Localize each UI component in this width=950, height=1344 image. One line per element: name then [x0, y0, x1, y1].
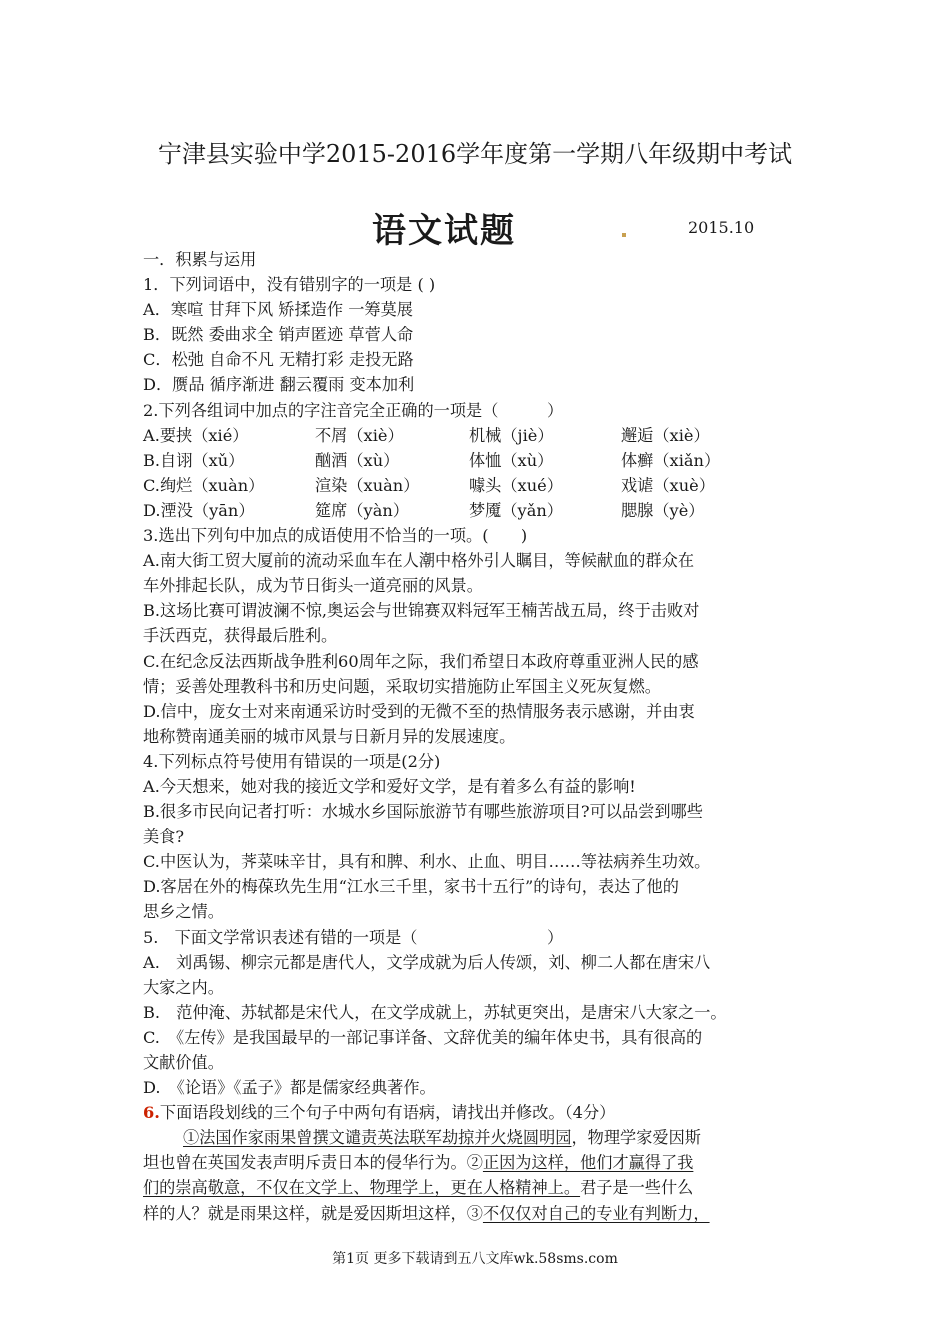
underlined-sentence-3: 不仅仅对自己的专业有判断力，: [482, 1203, 710, 1223]
q3-line: B.这场比赛可谓波澜不惊,奥运会与世锦赛双料冠军王楠苦战五局，终于击败对: [143, 601, 700, 621]
q2-cell: 酗酒（xù）: [315, 450, 400, 470]
q1-stem: 1．下列词语中，没有错别字的一项是 ( ): [143, 275, 436, 295]
q5-line: A. 刘禹锡、柳宗元都是唐代人，文学成就为后人传颂，刘、柳二人都在唐宋八: [143, 952, 711, 972]
q3-line: 车外排起长队，成为节日街头一道亮丽的风景。: [143, 576, 483, 596]
q1-option-d: D．赝品 循序渐进 翻云覆雨 变本加利: [143, 375, 415, 395]
q4-line: 思乡之情。: [143, 902, 224, 922]
q6-passage-line: [143, 1201, 823, 1226]
exam-date: 2015.10: [688, 218, 755, 237]
q5-line: 大家之内。: [143, 977, 224, 997]
q2-cell: 梦魇（yǎn）: [469, 500, 563, 520]
q2-row-a: [143, 423, 823, 448]
q2-row-d: [143, 498, 823, 523]
q3-line: 情；妥善处理教科书和历史问题，采取切实措施防止军国主义死灰复燃。: [143, 676, 661, 696]
q4-line: 美食?: [143, 827, 185, 847]
underlined-sentence-2: 正因为这样，他们才赢得了我: [482, 1153, 694, 1173]
q2-cell: 体恤（xù）: [469, 450, 554, 470]
q5-line: D. 《论语》《孟子》都是儒家经典著作。: [143, 1078, 436, 1098]
q2-stem: 2.下列各组词中加点的字注音完全正确的一项是（ ）: [143, 400, 564, 420]
q3-line: A.南大街工贸大厦前的流动采血车在人潮中格外引人瞩目，等候献血的群众在: [143, 551, 695, 571]
q2-cell: B.自诩（xǔ）: [143, 450, 245, 470]
q4-line: C.中医认为，荠菜味辛甘，具有和脾、利水、止血、明目……等祛病养生功效。: [143, 852, 711, 872]
q6-passage-line: [143, 1175, 823, 1200]
q6-passage-line: [143, 1125, 823, 1150]
q6-stem: 下面语段划线的三个句子中两句有语病，请找出并修改。（4分）: [159, 1103, 616, 1123]
section-heading: 一．积累与运用: [143, 250, 257, 269]
passage-text: ，物理学家爱因斯: [571, 1128, 701, 1148]
subject-title: 语文试题: [372, 211, 516, 251]
q4-line: B.很多市民向记者打听：水城水乡国际旅游节有哪些旅游项目?可以品尝到哪些: [143, 802, 703, 822]
q2-row-c: [143, 473, 823, 498]
q1-option-b: B．既然 委曲求全 销声匿迹 草菅人命: [143, 325, 414, 345]
q2-cell: D.湮没（yān）: [143, 500, 255, 520]
q2-cell: 体癣（xiǎn）: [621, 450, 721, 470]
q1-option-a: A．寒喧 甘拜下风 矫揉造作 一筹莫展: [143, 300, 413, 320]
q2-cell: 渲染（xuàn）: [315, 475, 420, 495]
underlined-sentence-1: ①法国作家雨果曾撰文谴责英法联军劫掠并火烧圆明园: [183, 1128, 572, 1148]
q5-stem: 5. 下面文学常识表述有错的一项是（ ）: [143, 927, 564, 947]
q1-option-c: C．松弛 自命不凡 无精打彩 走投无路: [143, 350, 414, 370]
q5-line: B. 范仲淹、苏轼都是宋代人，在文学成就上，苏轼更突出，是唐宋八大家之一。: [143, 1002, 727, 1022]
q3-line: D.信中，庞女士对来南通采访时受到的无微不至的热情服务表示感谢，并由衷: [143, 701, 695, 721]
q6-passage-line: [143, 1150, 823, 1175]
underlined-sentence-2-cont: 们的崇高敬意，不仅在文学上、物理学上，更在人格精神上。: [143, 1178, 581, 1198]
q4-line: A.今天想来，她对我的接近文学和爱好文学，是有着多么有益的影响!: [143, 776, 636, 796]
q2-cell: 腮腺（yè）: [621, 500, 705, 520]
q2-cell: A.要挟（xié）: [143, 425, 249, 445]
q2-cell: 筵席（yàn）: [315, 500, 409, 520]
passage-text: 样的人？就是雨果这样，就是爱因斯坦这样，③: [143, 1203, 483, 1223]
q2-cell: 不屑（xiè）: [315, 425, 404, 445]
q2-cell: C.绚烂（xuàn）: [143, 475, 265, 495]
exam-title: 宁津县实验中学2015-2016学年度第一学期八年级期中考试: [157, 140, 793, 168]
passage-text: 君子是一些什么: [580, 1178, 694, 1198]
q3-line: 手沃西克，获得最后胜利。: [143, 626, 338, 646]
passage-text: 坦也曾在英国发表声明斥责日本的侵华行为。②: [143, 1153, 483, 1173]
q4-line: D.客居在外的梅葆玖先生用“江水三千里，家书十五行”的诗句，表达了他的: [143, 877, 679, 897]
q2-cell: 噱头（xué）: [469, 475, 563, 495]
q5-line: C. 《左传》是我国最早的一部记事详备、文辞优美的编年体史书，具有很高的: [143, 1027, 703, 1047]
exam-body: [143, 247, 823, 1226]
q2-cell: 戏谑（xuè）: [621, 475, 715, 495]
q3-stem: 3.选出下列句中加点的成语使用不恰当的一项。( ): [143, 526, 528, 546]
q3-line: C.在纪念反法西斯战争胜利60周年之际，我们希望日本政府尊重亚洲人民的感: [143, 651, 699, 671]
q2-row-b: [143, 448, 823, 473]
q6-number: 6.: [143, 1103, 160, 1123]
decorative-dot: [622, 233, 626, 237]
q5-line: 文献价值。: [143, 1053, 224, 1072]
q6-stem-line: [143, 1100, 823, 1125]
q3-line: 地称赞南通美丽的城市风景与日新月异的发展速度。: [143, 726, 516, 746]
q2-cell: 邂逅（xiè）: [621, 425, 710, 445]
page-footer: 第1页 更多下载请到五八文库wk.58sms.com: [332, 1251, 618, 1267]
q4-stem: 4.下列标点符号使用有错误的一项是(2分): [143, 751, 441, 771]
q2-cell: 机械（jiè）: [469, 425, 554, 445]
